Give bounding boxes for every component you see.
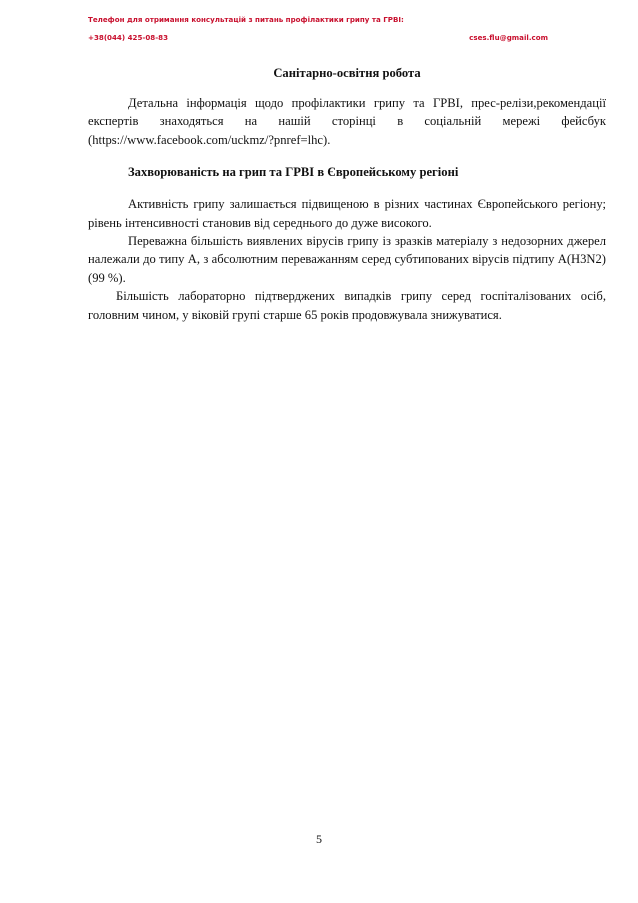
- paragraph-hospitalized: Більшість лабораторно підтверджених випадків грипу серед госпіталізованих осіб, головним чином, у віковій групі старше 65 років продовжувала знижуватися.: [88, 289, 606, 322]
- intro-paragraph: Детальна інформація щодо профілактики грипу та ГРВІ, прес-релізи,рекомендації експертів знаходяться на нашій сторінці в соціальній мережі фейсбук (https://www.facebook.com/uckmz/?pnref=lhc).: [88, 96, 606, 147]
- section-title: Санітарно-освітня робота: [273, 66, 421, 80]
- subheading: Захворюваність на грип та ГРВІ в Європейському регіоні: [128, 165, 459, 180]
- page-number: 5: [316, 832, 322, 846]
- paragraph-virus-types: Переважна більшість виявлених вірусів грипу із зразків матеріалу з недозорних джерел належали до типу А, з абсолютним переважанням серед субтипованих вірусів підтипу А(H3N2) (99 %).: [88, 234, 606, 285]
- contact-email: cses.flu@gmail.com: [469, 33, 548, 42]
- phone-number: +38(044) 425-08-83: [88, 33, 169, 42]
- paragraph-activity: Активність грипу залишається підвищеною в різних частинах Європейського регіону; рівень інтенсивності становив від середнього до дуже високого.: [88, 197, 606, 230]
- consultation-phone-label: Телефон для отримання консультацій з питань профілактики грипу та ГРВІ:: [88, 15, 404, 24]
- document-body: [88, 64, 606, 324]
